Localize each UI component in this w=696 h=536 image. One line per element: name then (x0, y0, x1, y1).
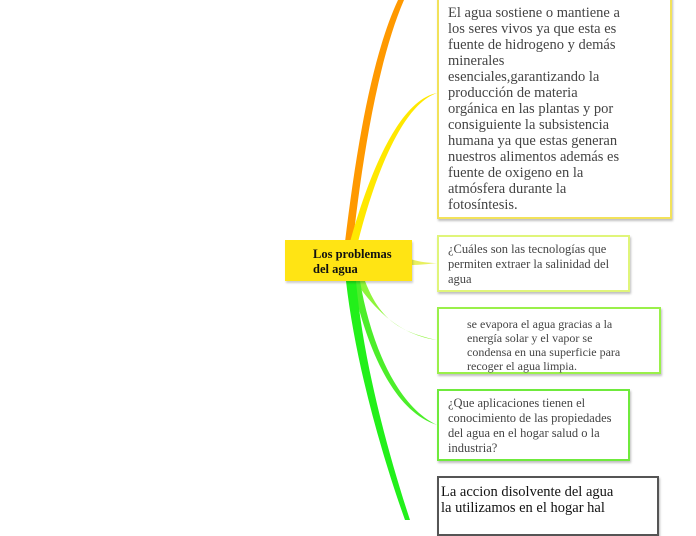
text-line: fuente de hidrogeno y demás (448, 37, 616, 53)
subtopic-applications-question[interactable] (437, 389, 630, 461)
text-line: fotosíntesis. (448, 197, 518, 213)
text-line: El agua sostiene o mantiene a (448, 5, 620, 21)
text-line: ¿Que aplicaciones tienen el (448, 396, 586, 410)
branch-orange (345, 0, 404, 242)
text-line: condensa en una superficie para (467, 345, 621, 359)
subtopic-solvent-action[interactable] (437, 476, 659, 536)
text-line: fuente de oxigeno en la (448, 165, 584, 181)
text-line: consiguiente la subsistencia (448, 117, 610, 133)
text-line: la utilizamos en el hogar hal (441, 500, 605, 516)
text-line: producción de materia (448, 85, 578, 101)
subtopic-desalination-question[interactable] (437, 235, 630, 292)
central-topic-line: Los problemas (313, 247, 392, 261)
branch-green-2 (346, 281, 410, 520)
text-line: humana ya que estas generan (448, 133, 618, 149)
text-line: conocimiento de las propiedades (448, 411, 612, 425)
branch-yellow-2 (410, 259, 437, 265)
text-line: del agua en el hogar salud o la (448, 426, 600, 440)
text-line: minerales (448, 53, 505, 69)
subtopic-evaporation-answer[interactable] (437, 307, 661, 374)
text-line: recoger el agua limpia. (467, 359, 577, 373)
text-line: industria? (448, 441, 498, 455)
text-line: los seres vivos ya que esta es (448, 21, 617, 37)
text-line: permiten extraer la salinidad del (448, 257, 610, 271)
text-line: ¿Cuáles son las tecnologías que (448, 242, 607, 256)
text-line: se evapora el agua gracias a la (467, 317, 613, 331)
central-topic[interactable] (285, 240, 412, 281)
text-line: agua (448, 272, 472, 286)
subtopic-water-sustains-life[interactable] (437, 0, 672, 219)
branch-yellow-1 (350, 93, 437, 242)
text-line: orgánica en las plantas y por (448, 101, 614, 117)
text-line: energía solar y el vapor se (467, 331, 593, 345)
text-line: esenciales,garantizando la (448, 69, 600, 85)
text-line: La accion disolvente del agua (441, 484, 614, 500)
text-line: nuestros alimentos además es (448, 149, 620, 165)
central-topic-line: del agua (313, 262, 358, 276)
text-line: atmósfera durante la (448, 181, 567, 197)
